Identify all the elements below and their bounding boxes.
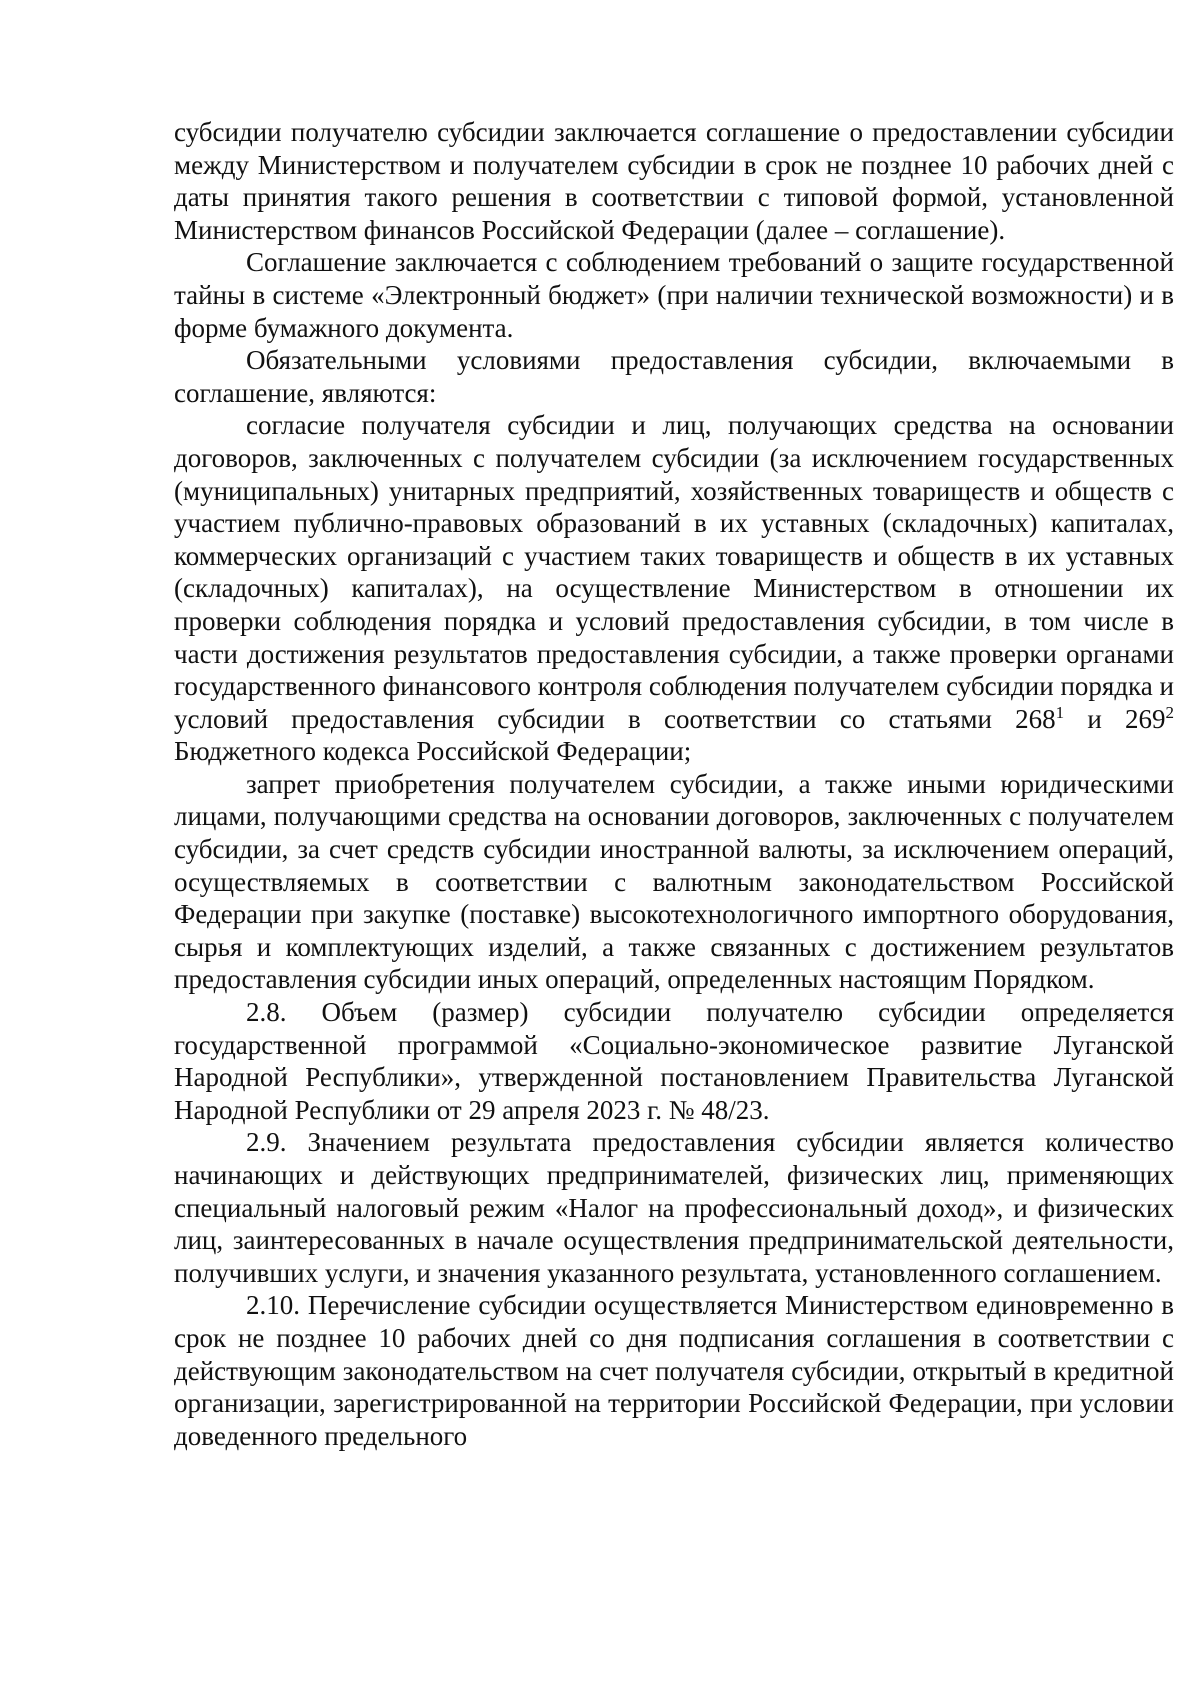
superscript-2: 2 [1165,702,1174,722]
paragraph-continuation [174,116,1174,246]
paragraph-mandatory-conditions [174,344,1174,409]
paragraph-text: согласие получателя субсидии и лиц, получающих средства на основании договоров, заключенных с получателем субсидии (за исключением государственных (муниципальных) унитарных предприятий, хозяйственных товариществ и обществ с участием публично-правовых образований в их уставных (складочных) капиталах, коммерческих организаций с участием таких товариществ и обществ в их уставных (складочных) капиталах), на осуществление Министерством в отношении их проверки соблюдения порядка и условий предоставления субсидии, в том числе в части достижения результатов предоставления субсидии, а также проверки органами государственного финансового контроля соблюдения получателем субсидии порядка и условий предоставления субсидии в соответствии со статьями 268 [174,410,1174,734]
paragraph-text: 2.8. Объем (размер) субсидии получателю субсидии определяется государственной программой «Социально-экономическое развитие Луганской Народной Республики», утвержденной постановлением Правительства Луганской Народной Республики от 29 апреля 2023 г. № 48/23. [174,997,1174,1125]
paragraph-2-10 [174,1289,1174,1452]
paragraph-text-end: Бюджетного кодекса Российской Федерации; [174,736,692,767]
paragraph-text: 2.9. Значением результата предоставления субсидии является количество начинающих и действующих предпринимателей, физических лиц, применяющих специальный налоговый режим «Налог на профессиональный доход», и физических лиц, заинтересованных в начале осуществления предпринимательской деятельности, получивших услуги, и значения указанного результата, установленного соглашением. [174,1127,1174,1288]
paragraph-agreement-secrecy [174,246,1174,344]
paragraph-2-8 [174,996,1174,1126]
paragraph-text: Обязательными условиями предоставления субсидии, включаемыми в соглашение, являются: [174,345,1174,408]
paragraph-2-9 [174,1126,1174,1289]
document-body [174,116,1174,1452]
paragraph-consent-condition [174,409,1174,768]
superscript-1: 1 [1055,702,1065,722]
paragraph-text: Соглашение заключается с соблюдением требований о защите государственной тайны в системе «Электронный бюджет» (при наличии технической возможности) и в форме бумажного документа. [174,247,1174,343]
paragraph-text: субсидии получателю субсидии заключается соглашение о предоставлении субсидии между Министерством и получателем субсидии в срок не позднее 10 рабочих дней с даты принятия такого решения в соответствии с типовой формой, установленной Министерством финансов Российской Федерации (далее – соглашение). [174,117,1174,245]
paragraph-text: запрет приобретения получателем субсидии, а также иными юридическими лицами, получающими средства на основании договоров, заключенных с получателем субсидии, за счет средств субсидии иностранной валюты, за исключением операций, осуществляемых в соответствии с валютным законодательством Российской Федерации при закупке (поставке) высокотехнологичного импортного оборудования, сырья и комплектующих изделий, а также связанных с достижением результатов предоставления субсидии иных операций, определенных настоящим Порядком. [174,768,1174,995]
paragraph-currency-ban [174,768,1174,996]
paragraph-text-cont: и 269 [1064,703,1166,734]
paragraph-text: 2.10. Перечисление субсидии осуществляется Министерством единовременно в срок не позднее 10 рабочих дней со дня подписания соглашения в соответствии с действующим законодательством на счет получателя субсидии, открытый в кредитной организации, зарегистрированной на территории Российской Федерации, при условии доведенного предельного [174,1290,1174,1451]
